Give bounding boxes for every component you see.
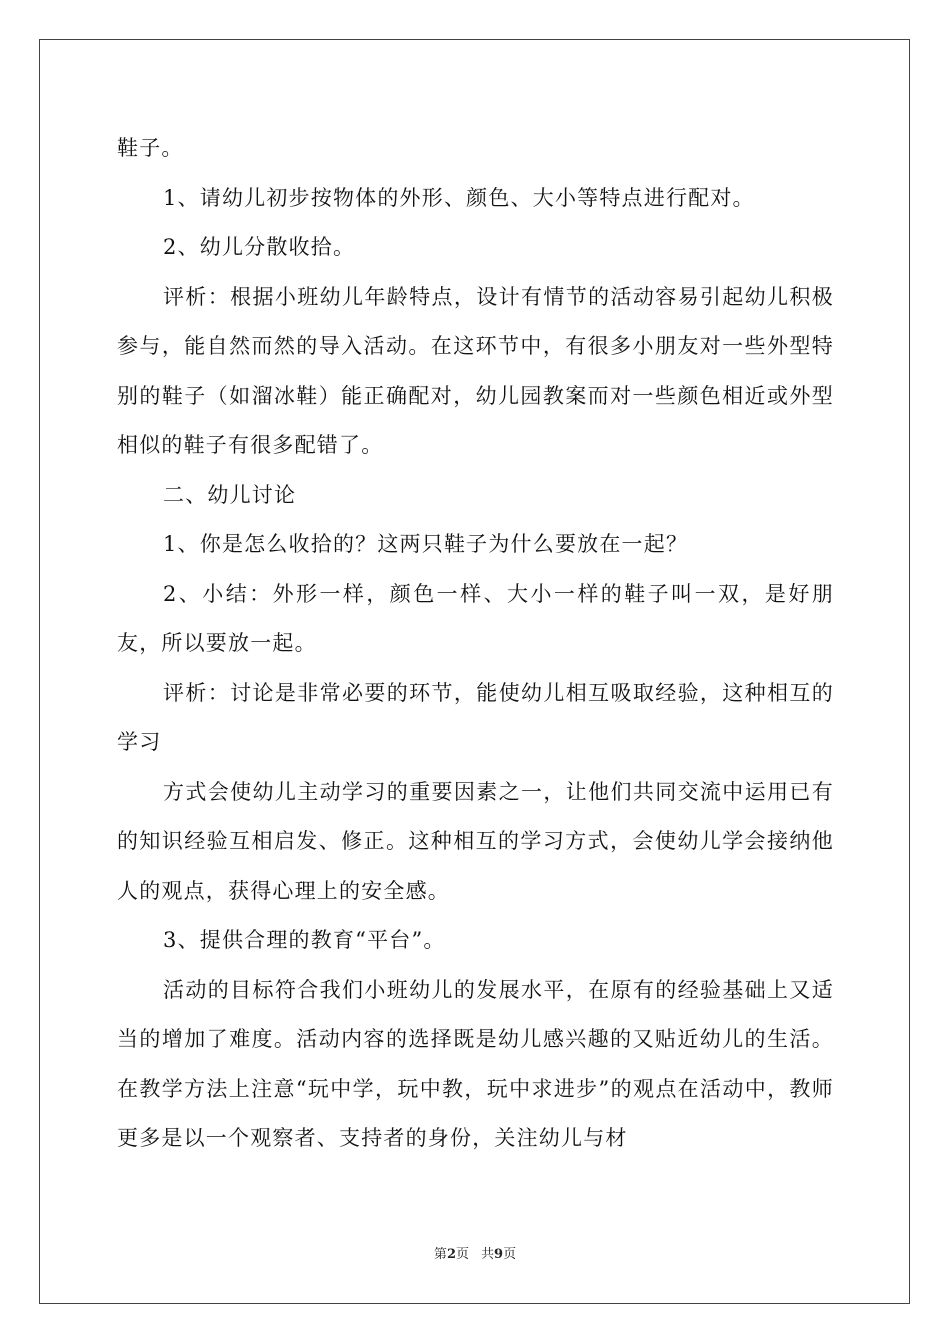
footer-total-suffix: 页	[503, 1247, 517, 1262]
footer-page-current: 2	[446, 1247, 456, 1262]
footer-page-prefix: 第	[433, 1247, 447, 1262]
footer-page-suffix: 页	[455, 1247, 469, 1262]
paragraph-2: 2、幼儿分散收拾。	[163, 235, 356, 259]
footer-total-prefix: 共	[481, 1247, 495, 1262]
footer-page-total: 9	[494, 1247, 504, 1262]
paragraph-1: 1、请幼儿初步按物体的外形、颜色、大小等特点进行配对。	[163, 185, 755, 210]
paragraph-0: 鞋子。	[117, 136, 184, 160]
paragraph-4: 二、幼儿讨论	[163, 482, 297, 507]
paragraph-6: 2、小结：外形一样，颜色一样、大小一样的鞋子叫一双，是好朋友，所以要放一起。	[117, 581, 834, 655]
paragraph-8: 方式会使幼儿主动学习的重要因素之一，让他们共同交流中运用已有的知识经验互相启发、修正。这种相互的学习方式，会使幼儿学会接纳他人的观点，获得心理上的安全感。	[117, 779, 834, 903]
paragraph-7: 评析：讨论是非常必要的环节，能使幼儿相互吸取经验，这种相互的学习	[117, 680, 834, 754]
document-body	[117, 124, 834, 1164]
paragraph-5: 1、你是怎么收拾的？这两只鞋子为什么要放在一起？	[163, 532, 689, 556]
paragraph-10: 活动的目标符合我们小班幼儿的发展水平，在原有的经验基础上又适当的增加了难度。活动内容的选择既是幼儿感兴趣的又贴近幼儿的生活。在教学方法上注意“玩中学，玩中教，玩中求进步”的观点在活动中，教师更多是以一个观察者、支持者的身份，关注幼儿与材	[117, 977, 834, 1150]
paragraph-9: 3、提供合理的教育“平台”。	[163, 928, 446, 952]
page-footer	[0, 1246, 950, 1264]
paragraph-3: 评析：根据小班幼儿年龄特点，设计有情节的活动容易引起幼儿积极参与，能自然而然的导入活动。在这环节中，有很多小朋友对一些外型特别的鞋子（如溜冰鞋）能正确配对，幼儿园教案而对一些颜色相近或外型相似的鞋子有很多配错了。	[117, 284, 834, 457]
